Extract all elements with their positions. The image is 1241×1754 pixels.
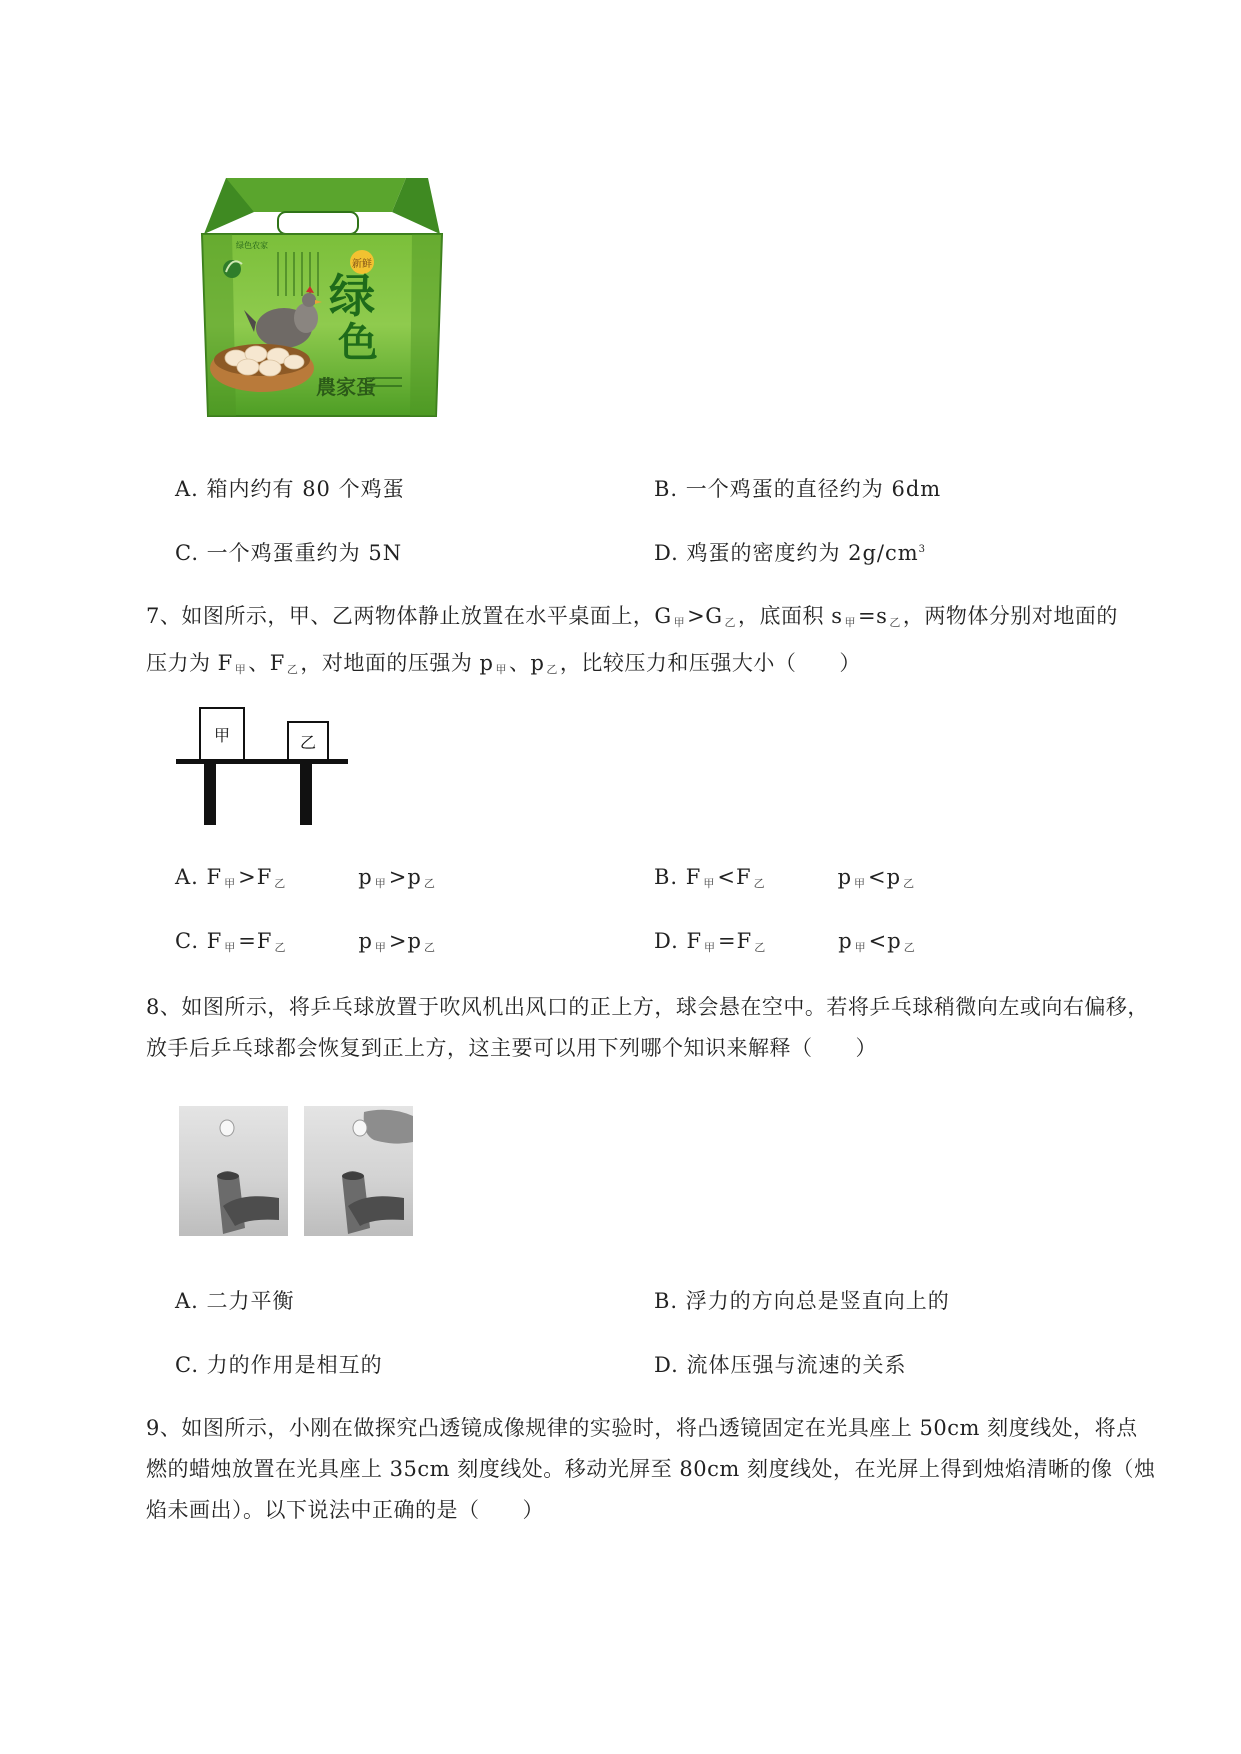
force-relation: > (238, 865, 257, 889)
q8-option-a[interactable]: A. 二力平衡 (175, 1289, 295, 1313)
pressure-relation: < (868, 865, 887, 889)
pressure-symbol: p (838, 929, 853, 953)
pressure-symbol: p (407, 929, 422, 953)
pressure-symbol: p (358, 865, 373, 889)
q7-text: =s (857, 604, 888, 628)
q6-option-d-text: D. 鸡蛋的密度约为 2g/cm (654, 541, 919, 565)
q7-text: ，对地面的压强为 p (300, 651, 494, 675)
q8-option-d[interactable]: D. 流体压强与流速的关系 (654, 1353, 907, 1377)
q7-stem-line-1 (146, 596, 1156, 643)
q6-option-a[interactable]: A. 箱内约有 80 个鸡蛋 (175, 477, 405, 501)
option-letter: A. (175, 865, 199, 889)
box-tag-text: 新鲜 (352, 259, 372, 270)
q8-stem: 8、如图所示，将乒乓球放置于吹风机出风口的正上方，球会悬在空中。若将乒乓球稍微向左或向右偏移，放手后乒乓球都会恢复到正上方，这主要可以用下列哪个知识来解释（ ） (146, 995, 1149, 1060)
q7-text: ，底面积 s (738, 604, 843, 628)
q7-text: 、p (508, 651, 545, 675)
table-leg-left (204, 762, 216, 825)
force-relation: = (718, 929, 737, 953)
q7-table-figure (172, 700, 352, 830)
pressure-symbol: p (358, 929, 373, 953)
subscript-yi: 乙 (889, 616, 901, 629)
subscript-jia: 甲 (844, 616, 856, 629)
q7-text: ，比较压力和压强大小（ ） (559, 651, 861, 675)
hand (364, 1110, 413, 1144)
q7-option-a[interactable] (175, 865, 438, 891)
subscript-yi: 乙 (286, 663, 299, 676)
q7-text: >G (687, 604, 723, 628)
q9-stem: 9、如图所示，小刚在做探究凸透镜成像规律的实验时，将凸透镜固定在光具座上 50cm 刻度线处，将点燃的蜡烛放置在光具座上 35cm 刻度线处。移动光屏至 80cm 刻度线处，在光屏上得到烛焰清晰的像（烛焰未画出）。以下说法中正确的是（ ） (146, 1416, 1156, 1522)
q8-option-c[interactable]: C. 力的作用是相互的 (175, 1353, 383, 1377)
pressure-symbol: p (887, 929, 902, 953)
option-letter: D. (654, 929, 679, 953)
pressure-relation: > (388, 865, 408, 889)
force-symbol: F (685, 865, 702, 889)
table-leg-right (300, 762, 312, 825)
box-title-char-1: 绿 (329, 269, 375, 323)
q8-option-b[interactable]: B. 浮力的方向总是竖直向上的 (654, 1289, 950, 1313)
subscript-yi: 乙 (423, 877, 436, 890)
q8-photo-ball-offset (304, 1106, 413, 1236)
pressure-relation: < (868, 929, 888, 953)
q7-option-b[interactable] (654, 865, 917, 891)
option-letter: C. (175, 929, 199, 953)
subscript-jia: 甲 (495, 663, 507, 676)
q7-stem-line-2 (146, 643, 1156, 690)
subscript-jia: 甲 (374, 877, 387, 890)
egg-box-image (196, 172, 448, 428)
box-title-char-2: 色 (338, 319, 378, 366)
subscript-yi: 乙 (274, 877, 287, 890)
box-brand-text: 绿色农家 (236, 241, 268, 250)
pressure-symbol: p (837, 865, 853, 889)
ping-pong-ball (220, 1120, 234, 1136)
q7-text: 压力为 F (146, 651, 233, 675)
q7-option-c[interactable] (175, 929, 438, 955)
q6-option-c[interactable]: C. 一个鸡蛋重约为 5N (175, 541, 403, 565)
subscript-yi: 乙 (423, 941, 436, 954)
q7-stem (146, 596, 1156, 690)
subscript-yi: 乙 (546, 663, 558, 676)
ping-pong-ball (353, 1120, 367, 1136)
force-symbol: F (686, 929, 703, 953)
subscript-jia: 甲 (854, 941, 867, 954)
box-subtitle: 農家蛋 (316, 375, 376, 399)
subscript-yi: 乙 (903, 941, 916, 954)
option-letter: B. (654, 865, 679, 889)
force-relation: = (238, 929, 257, 953)
subscript-yi: 乙 (903, 877, 916, 890)
q7-option-d[interactable] (654, 929, 918, 955)
subscript-jia: 甲 (374, 941, 387, 954)
force-symbol: F (206, 865, 223, 889)
force-symbol: F (256, 929, 273, 953)
subscript-yi: 乙 (724, 616, 737, 629)
force-relation: < (717, 865, 736, 889)
q7-text: ，两物体分别对地面的 (902, 604, 1118, 628)
subscript-jia: 甲 (224, 877, 237, 890)
pressure-symbol: p (407, 865, 422, 889)
subscript-jia: 甲 (224, 941, 237, 954)
q7-text: 7、如图所示，甲、乙两物体静止放置在水平桌面上，G (146, 604, 672, 628)
force-symbol: F (256, 865, 273, 889)
table-top (176, 759, 348, 764)
block-yi-label: 乙 (299, 733, 317, 752)
subscript-jia: 甲 (704, 941, 717, 954)
subscript-yi: 乙 (753, 877, 766, 890)
subscript-yi: 乙 (754, 941, 767, 954)
subscript-jia: 甲 (234, 663, 247, 676)
pressure-relation: > (388, 929, 408, 953)
subscript-jia: 甲 (673, 616, 686, 629)
subscript-yi: 乙 (274, 941, 287, 954)
subscript-jia: 甲 (703, 877, 716, 890)
force-symbol: F (735, 865, 752, 889)
q6-option-d-exponent: 3 (918, 544, 927, 555)
pressure-symbol: p (886, 865, 902, 889)
force-symbol: F (206, 929, 223, 953)
q7-text: 、F (248, 651, 285, 675)
q6-option-d[interactable] (654, 537, 926, 567)
q6-option-b[interactable]: B. 一个鸡蛋的直径约为 6dm (654, 477, 942, 501)
q8-photo-ball-centered (179, 1106, 288, 1236)
block-jia-label: 甲 (213, 726, 231, 745)
force-symbol: F (736, 929, 753, 953)
subscript-jia: 甲 (854, 877, 867, 890)
